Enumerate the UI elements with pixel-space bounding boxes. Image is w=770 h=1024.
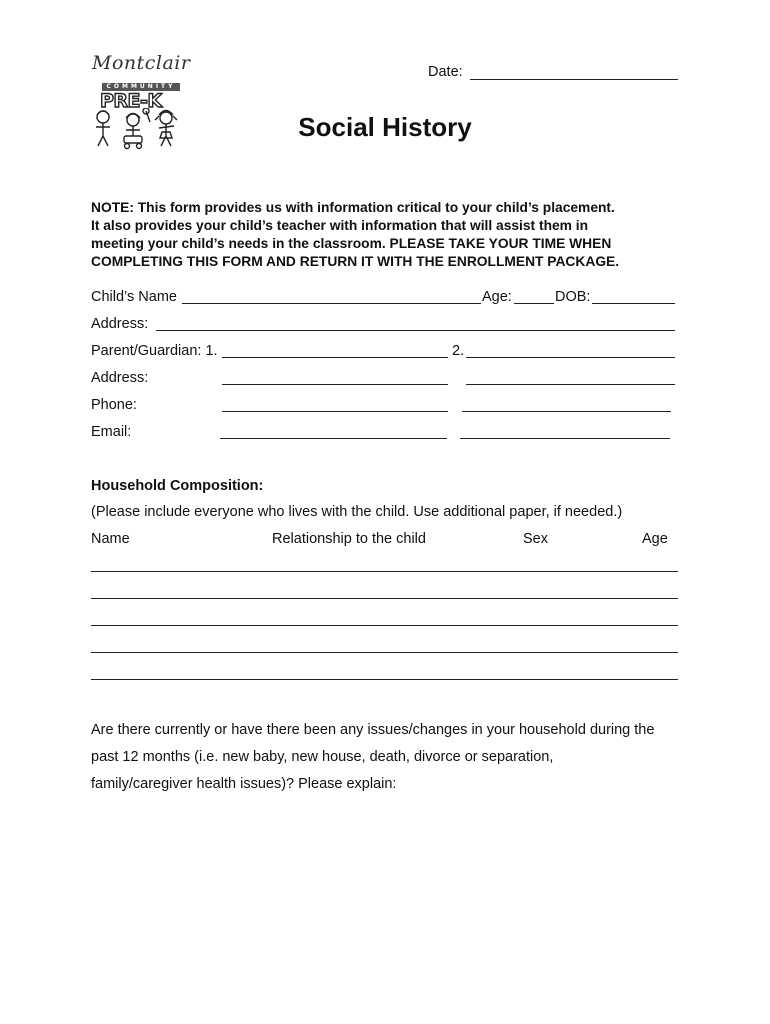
date-field[interactable]	[470, 79, 678, 80]
column-header-relationship: Relationship to the child	[272, 531, 426, 547]
parent-guardian-label: Parent/Guardian: 1.	[91, 343, 218, 359]
guardian-1-address-field[interactable]	[222, 384, 448, 385]
parent-guardian-1-field[interactable]	[222, 357, 448, 358]
guardian-1-phone-field[interactable]	[222, 411, 448, 412]
dob-label: DOB:	[555, 289, 591, 305]
guardian-1-email-field[interactable]	[220, 438, 447, 439]
household-row-line[interactable]	[91, 598, 678, 599]
household-heading: Household Composition:	[91, 478, 264, 494]
column-header-name: Name	[91, 531, 130, 547]
phone-label: Phone:	[91, 397, 137, 413]
guardian-2-address-field[interactable]	[466, 384, 675, 385]
dob-field[interactable]	[592, 303, 675, 304]
age-label: Age:	[482, 289, 512, 305]
child-name-field[interactable]	[182, 303, 481, 304]
email-label: Email:	[91, 424, 132, 440]
date-label: Date:	[428, 64, 463, 80]
household-row-line[interactable]	[91, 652, 678, 653]
question-line: family/caregiver health issues)? Please explain:	[91, 776, 397, 792]
address-field[interactable]	[156, 330, 675, 331]
parent-guardian-2-label: 2.	[452, 343, 465, 359]
logo-band-text: COMMUNITY	[102, 83, 180, 91]
guardian-2-email-field[interactable]	[460, 438, 670, 439]
question-line: past 12 months (i.e. new baby, new house, death, divorce or separation,	[91, 749, 554, 765]
parent-guardian-2-field[interactable]	[466, 357, 675, 358]
household-changes-question	[91, 717, 731, 798]
note-paragraph	[91, 199, 691, 271]
household-row-line[interactable]	[91, 571, 678, 572]
household-row-line[interactable]	[91, 679, 678, 680]
logo-main-text: PRE-K	[100, 90, 162, 112]
column-header-sex: Sex	[523, 531, 548, 547]
guardian-2-phone-field[interactable]	[462, 411, 671, 412]
question-line: Are there currently or have there been any issues/changes in your household during the	[91, 722, 655, 738]
column-header-age: Age	[642, 531, 668, 547]
age-field[interactable]	[514, 303, 554, 304]
logo-script-text: Montclair	[92, 52, 191, 74]
address-label: Address:	[91, 316, 149, 332]
household-row-line[interactable]	[91, 625, 678, 626]
child-name-label: Child’s Name	[91, 289, 177, 305]
note-line: COMPLETING THIS FORM AND RETURN IT WITH THE ENROLLMENT PACKAGE.	[91, 254, 620, 269]
page-title: Social History	[298, 112, 472, 142]
note-line: It also provides your child’s teacher with information that will assist them in	[91, 218, 589, 233]
note-line: meeting your child’s needs in the classroom. PLEASE TAKE YOUR TIME WHEN	[91, 236, 612, 251]
guardian-address-label: Address:	[91, 370, 149, 386]
note-line: NOTE: This form provides us with information critical to your child’s placement.	[91, 200, 615, 215]
household-instructions: (Please include everyone who lives with the child. Use additional paper, if needed.)	[91, 504, 623, 520]
